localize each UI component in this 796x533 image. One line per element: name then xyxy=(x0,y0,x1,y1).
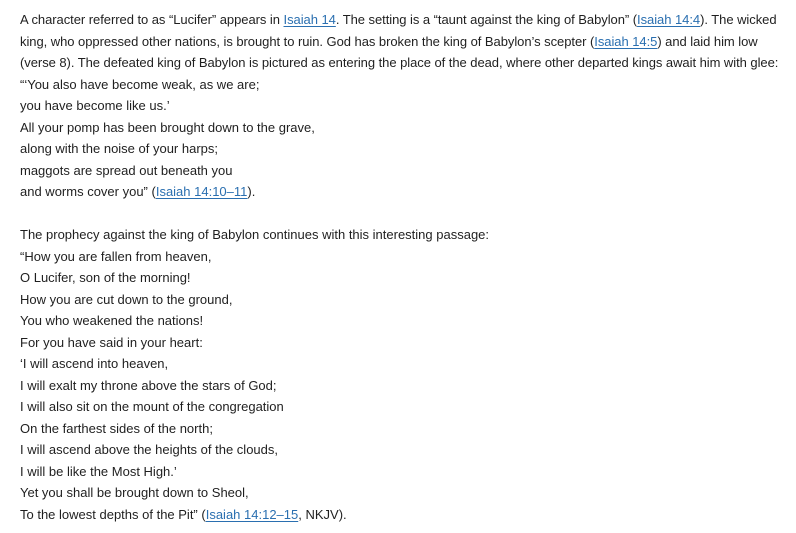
text-segment: ). The wicked xyxy=(700,12,777,27)
quote-line: I will exalt my throne above the stars of God; xyxy=(20,377,277,393)
text-segment: To the lowest depths of the Pit” ( xyxy=(20,506,206,522)
quote-line: Yet you shall be brought down to Sheol, xyxy=(20,485,249,500)
paragraph-line: (verse 8). The defeated king of Babylon is pictured as entering the place of the dead, where other departed kings await him with glee: xyxy=(20,55,779,70)
text-segment: , NKJV). xyxy=(298,506,347,522)
scripture-link-isaiah-14-12-15[interactable]: Isaiah 14:12–15 xyxy=(205,506,299,522)
text-segment: ). xyxy=(247,184,256,199)
text-segment: . The setting is a “taunt against the king of Babylon” ( xyxy=(335,12,638,27)
quote-line: You who weakened the nations! xyxy=(20,313,204,328)
scripture-link-isaiah-14[interactable]: Isaiah 14 xyxy=(283,12,336,27)
quote-line: I will be like the Most High.’ xyxy=(20,463,177,479)
text-segment: ) and laid him low xyxy=(657,33,758,49)
paragraph-spacer xyxy=(20,203,792,225)
paragraph-line: The prophecy against the king of Babylon continues with this interesting passage: xyxy=(20,227,490,242)
paragraph-line xyxy=(20,31,792,53)
quote-block-2 xyxy=(20,246,792,526)
text-segment: king, who oppressed other nations, is brought to ruin. God has broken the king of Babylon’s scepter ( xyxy=(20,33,595,49)
paragraph-continuation xyxy=(20,224,792,246)
quote-line: O Lucifer, son of the morning! xyxy=(20,270,191,285)
quote-line: For you have said in your heart: xyxy=(20,334,203,350)
quote-line: “‘You also have become weak, as we are; xyxy=(20,76,260,92)
quote-block-1 xyxy=(20,74,792,203)
quote-line xyxy=(20,504,792,526)
paragraph-intro xyxy=(20,9,792,74)
quote-line: maggots are spread out beneath you xyxy=(20,162,233,178)
quote-line: you have become like us.’ xyxy=(20,98,170,113)
text-segment: and worms cover you” ( xyxy=(20,184,156,199)
article-body xyxy=(20,9,792,525)
quote-line: I will ascend above the heights of the clouds, xyxy=(20,442,278,457)
quote-line xyxy=(20,181,792,203)
text-segment: A character referred to as “Lucifer” appears in xyxy=(20,12,284,27)
paragraph-line xyxy=(20,9,792,31)
scripture-link-isaiah-14-4[interactable]: Isaiah 14:4 xyxy=(637,12,701,27)
quote-line: “How you are fallen from heaven, xyxy=(20,248,212,264)
scripture-link-isaiah-14-10-11[interactable]: Isaiah 14:10–11 xyxy=(155,184,248,199)
quote-line: along with the noise of your harps; xyxy=(20,141,219,156)
quote-line: All your pomp has been brought down to the grave, xyxy=(20,119,315,135)
quote-line: ‘I will ascend into heaven, xyxy=(20,356,169,371)
scripture-link-isaiah-14-5[interactable]: Isaiah 14:5 xyxy=(594,33,658,49)
quote-line: How you are cut down to the ground, xyxy=(20,291,233,307)
quote-line: On the farthest sides of the north; xyxy=(20,420,213,436)
quote-line: I will also sit on the mount of the congregation xyxy=(20,399,284,414)
